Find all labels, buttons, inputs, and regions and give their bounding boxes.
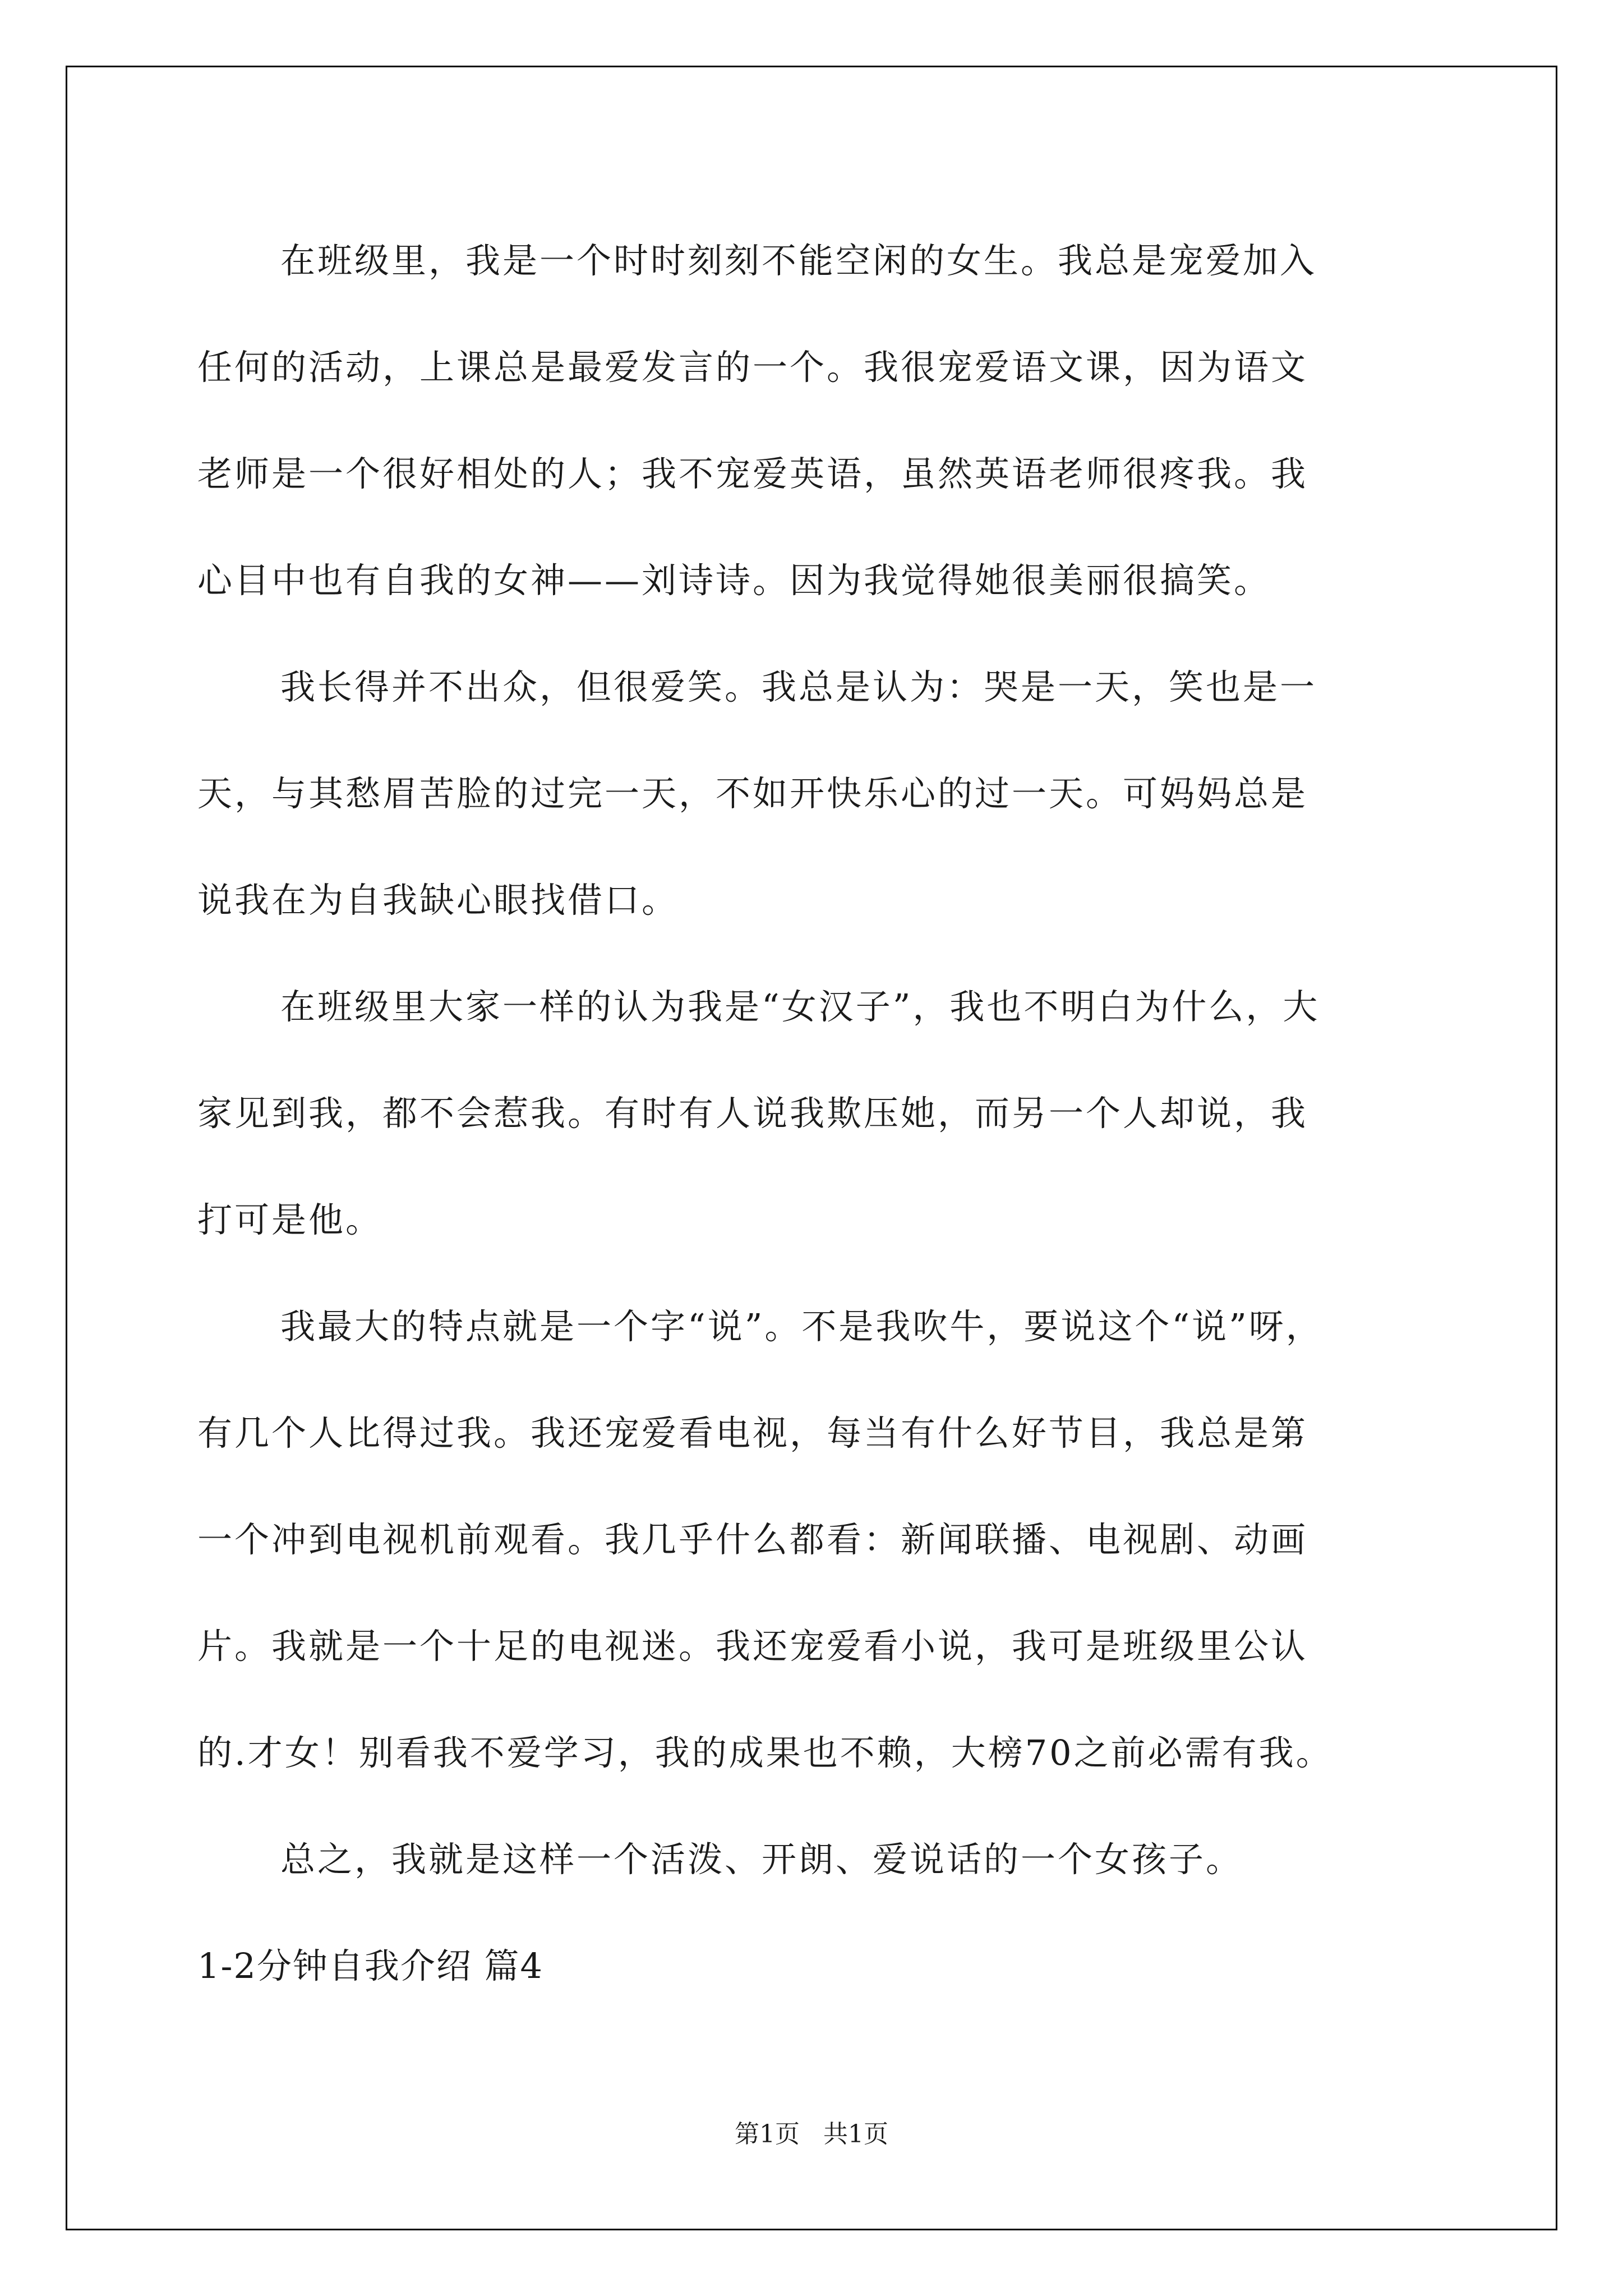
text-line: 老师是一个很好相处的人；我不宠爱英语，虽然英语老师很疼我。我 bbox=[197, 453, 1308, 494]
text-line: 天，与其愁眉苦脸的过完一天，不如开快乐心的过一天。可妈妈总是 bbox=[197, 773, 1308, 814]
section-heading: 1-2分钟自我介绍 篇4 bbox=[197, 1945, 543, 1986]
paragraph bbox=[197, 208, 1431, 634]
text-line: 总之，我就是这样一个活泼、开朗、爱说话的一个女孩子。 bbox=[280, 1839, 1243, 1880]
text-line: 片。我就是一个十足的电视迷。我还宠爱看小说，我可是班级里公认 bbox=[197, 1626, 1308, 1667]
text-line: 家见到我，都不会惹我。有时有人说我欺压她，而另一个人却说，我 bbox=[197, 1093, 1308, 1134]
text-line: 在班级里大家一样的认为我是“女汉子”，我也不明白为什么，大 bbox=[280, 986, 1320, 1027]
paragraph bbox=[197, 1806, 1431, 1913]
text-line: 任何的活动，上课总是最爱发言的一个。我很宠爱语文课，因为语文 bbox=[197, 347, 1308, 388]
paragraph bbox=[197, 954, 1431, 1273]
text-line: 有几个人比得过我。我还宠爱看电视，每当有什么好节目，我总是第 bbox=[197, 1412, 1308, 1453]
text-line: 的.才女！别看我不爱学习，我的成果也不赖，大榜70之前必需有我。 bbox=[197, 1732, 1333, 1773]
text-line: 心目中也有自我的女神——刘诗诗。因为我觉得她很美丽很搞笑。 bbox=[197, 560, 1271, 601]
text-line: 我长得并不出众，但很爱笑。我总是认为：哭是一天，笑也是一 bbox=[280, 666, 1317, 707]
document-body bbox=[197, 208, 1431, 2019]
text-line: 在班级里，我是一个时时刻刻不能空闲的女生。我总是宠爱加入 bbox=[280, 240, 1317, 281]
page-footer: 第1页 共1页 bbox=[735, 2120, 888, 2148]
paragraph bbox=[197, 1273, 1431, 1806]
text-line: 说我在为自我缺心眼找借口。 bbox=[197, 880, 679, 921]
paragraph bbox=[197, 634, 1431, 954]
text-line: 打可是他。 bbox=[197, 1199, 383, 1240]
text-line: 一个冲到电视机前观看。我几乎什么都看：新闻联播、电视剧、动画 bbox=[197, 1519, 1308, 1560]
text-line: 我最大的特点就是一个字“说”。不是我吹牛，要说这个“说”呀， bbox=[280, 1306, 1323, 1347]
